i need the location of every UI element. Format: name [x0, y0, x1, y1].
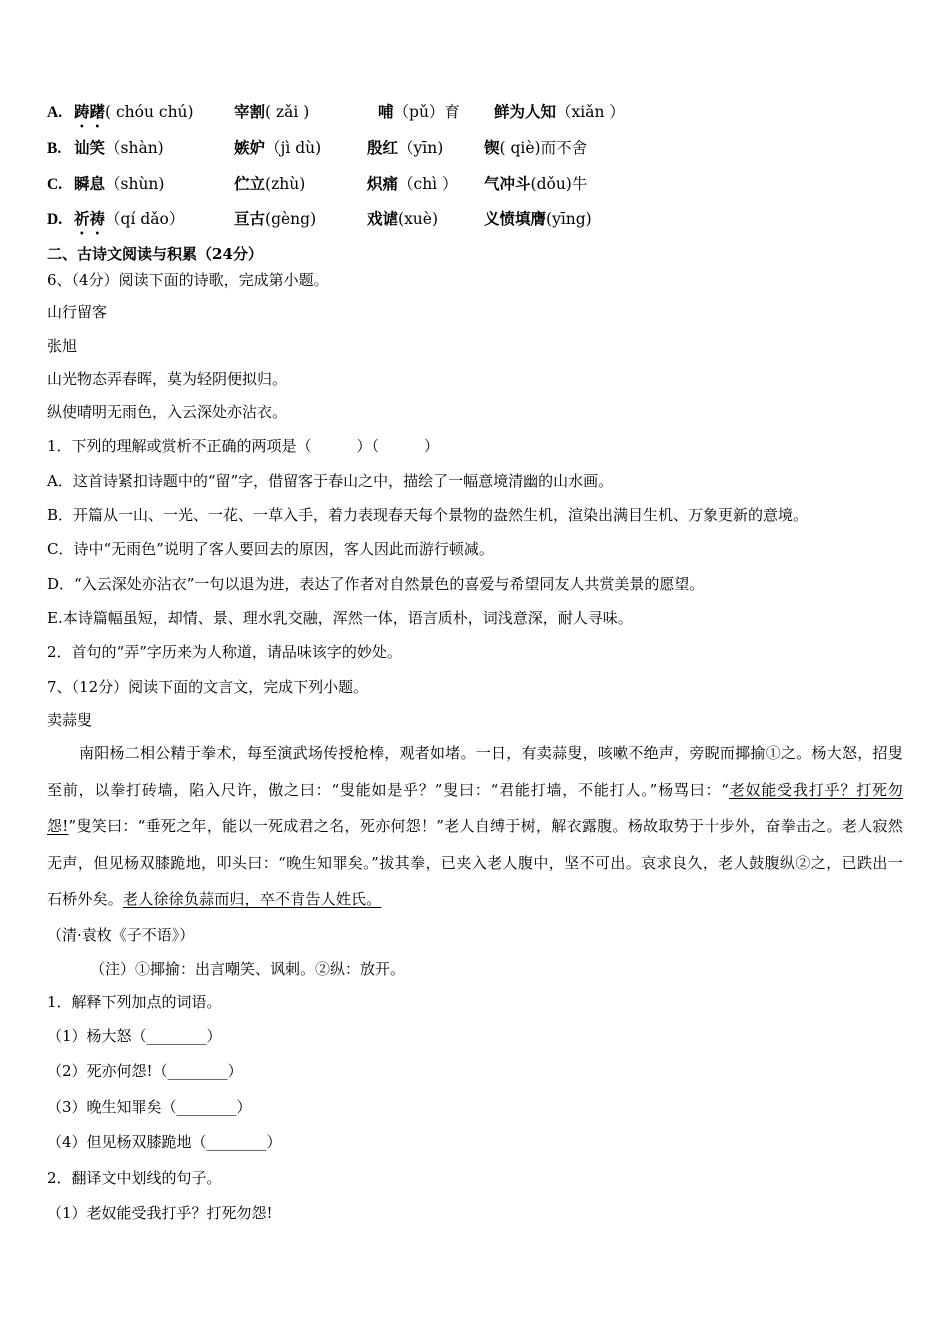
option-pinyin: （qí dǎo）: [105, 210, 185, 228]
option-pinyin: ( chóu chú): [105, 103, 194, 121]
option-pinyin: ( qiè)而不舍: [499, 139, 588, 157]
option-pinyin: (yīng): [546, 210, 592, 228]
passage-title: 卖蒜叟: [47, 711, 93, 729]
question-7-sub1: 1．解释下列加点的词语。: [47, 993, 222, 1011]
option-word: 鲜为人知: [494, 102, 557, 121]
option-pinyin: （pǔ）育: [393, 103, 460, 121]
option-pinyin: （jì dù): [265, 139, 322, 157]
option-pinyin: （shùn): [105, 175, 165, 193]
choice-c: C．诗中“无雨色”说明了客人要回去的原因，客人因此而游行顿减。: [47, 540, 494, 558]
underlined-sentence-2: 老人徐徐负蒜而归，卒不肯告人姓氏。: [123, 890, 382, 908]
option-word: 祈祷: [74, 209, 106, 228]
option-word: 踌躇: [74, 102, 106, 121]
question-7-sub2: 2．翻译文中划线的句子。: [47, 1169, 222, 1187]
option-word: 讪笑: [74, 138, 106, 157]
poem-author: 张旭: [47, 337, 78, 355]
question-6-intro: 6、（4分）阅读下面的诗歌，完成第小题。: [47, 271, 329, 289]
question-6-sub1: 1．下列的理解或赏析不正确的两项是（ ）（ ）: [47, 437, 440, 455]
option-letter: B.: [47, 140, 62, 157]
option-pinyin: (gèng): [265, 210, 317, 228]
poem-line: 纵使晴明无雨色，入云深处亦沾衣。: [47, 403, 288, 421]
option-letter: A.: [47, 104, 63, 121]
passage-source: （清·袁枚《子不语》）: [47, 926, 195, 944]
question-7-intro: 7、（12分）阅读下面的文言文，完成下列小题。: [47, 678, 369, 696]
option-letter: C.: [47, 176, 63, 193]
passage-text: ”叟笑曰：“垂死之年，能以一死成君之名，死亦何怨！”老人自缚于树，解衣露腹。杨故取势于十步外，奋拳击之。老人寂然无声，但见杨双膝跪地，叩头曰：“晚生知罪矣。”拔其拳，已夹入老人腹中，坚不可出。哀求良久，老人鼓腹纵②之，已跌出一石桥外矣。: [47, 817, 903, 908]
choice-a: A．这首诗紧扣诗题中的“留”字，借留客于春山之中，描绘了一幅意境清幽的山水画。: [47, 472, 614, 490]
option-word: 宰割: [234, 102, 266, 121]
passage-text: 南阳杨二相公精于拳术，每至演武场传授枪棒，观者如堵。一日，有卖蒜叟，咳嗽不绝声，旁睨而揶揄①之。杨大怒，招叟至前，以拳打砖墙，陷入尺许，傲之曰：“叟能如是乎？”叟曰：“君能打墙，不能打人。”杨骂曰：“: [47, 744, 903, 799]
option-pinyin: （shàn): [105, 139, 164, 157]
passage-note: （注）①揶揄：出言嘲笑、讽刺。②纵：放开。: [90, 960, 406, 978]
option-word: 伫立: [234, 174, 266, 193]
option-letter: D.: [47, 211, 63, 228]
option-pinyin: （yīn): [398, 139, 444, 157]
option-word: 瞬息: [74, 174, 106, 193]
choice-d: D．“入云深处亦沾衣”一句以退为进，表达了作者对自然景色的喜爱与希望同友人共赏美景的愿望。: [47, 575, 705, 593]
option-word: 戏谑: [367, 209, 399, 228]
blank-item[interactable]: （3）晚生知罪矣（________）: [47, 1098, 252, 1116]
option-word: 义愤填膺: [484, 209, 547, 228]
option-word: 锲: [484, 138, 500, 157]
choice-b: B．开篇从一山、一光、一花、一草入手，着力表现春天每个景物的盎然生机，渲染出满目生机、万象更新的意境。: [47, 506, 809, 524]
option-pinyin: (zhù): [265, 175, 306, 193]
option-word: 气冲斗: [484, 174, 531, 193]
option-word: 炽痛: [367, 174, 399, 193]
option-pinyin: ( zǎi ): [265, 103, 310, 121]
section-heading: 二、古诗文阅读与积累（24分）: [47, 245, 263, 263]
underlined-sentence-1: 老奴能受我打乎？打死勿怨!: [47, 780, 904, 835]
translate-item: （1）老奴能受我打乎？打死勿怨!: [47, 1204, 273, 1222]
question-6-sub2: 2．首句的“弄”字历来为人称道，请品味该字的妙处。: [47, 643, 402, 661]
option-word: 亘古: [234, 209, 266, 228]
option-pinyin: (dǒu)牛: [530, 175, 588, 193]
poem-title: 山行留客: [47, 303, 108, 321]
blank-item[interactable]: （2）死亦何怨!（________）: [47, 1062, 243, 1080]
blank-item[interactable]: （4）但见杨双膝跪地（________）: [47, 1133, 282, 1151]
option-word: 嫉妒: [234, 138, 266, 157]
poem-line: 山光物态弄春晖，莫为轻阴便拟归。: [47, 370, 288, 388]
option-pinyin: (xuè): [398, 210, 439, 228]
option-pinyin: （chì ）: [398, 175, 458, 193]
option-word: 殷红: [367, 138, 399, 157]
option-word: 哺: [378, 102, 394, 121]
choice-e: E.本诗篇幅虽短，却情、景、理水乳交融，浑然一体，语言质朴，词浅意深，耐人寻味。: [47, 609, 633, 627]
option-pinyin: （xiǎn ）: [556, 103, 625, 121]
blank-item[interactable]: （1）杨大怒（________）: [47, 1027, 222, 1045]
classical-passage: [47, 735, 903, 918]
